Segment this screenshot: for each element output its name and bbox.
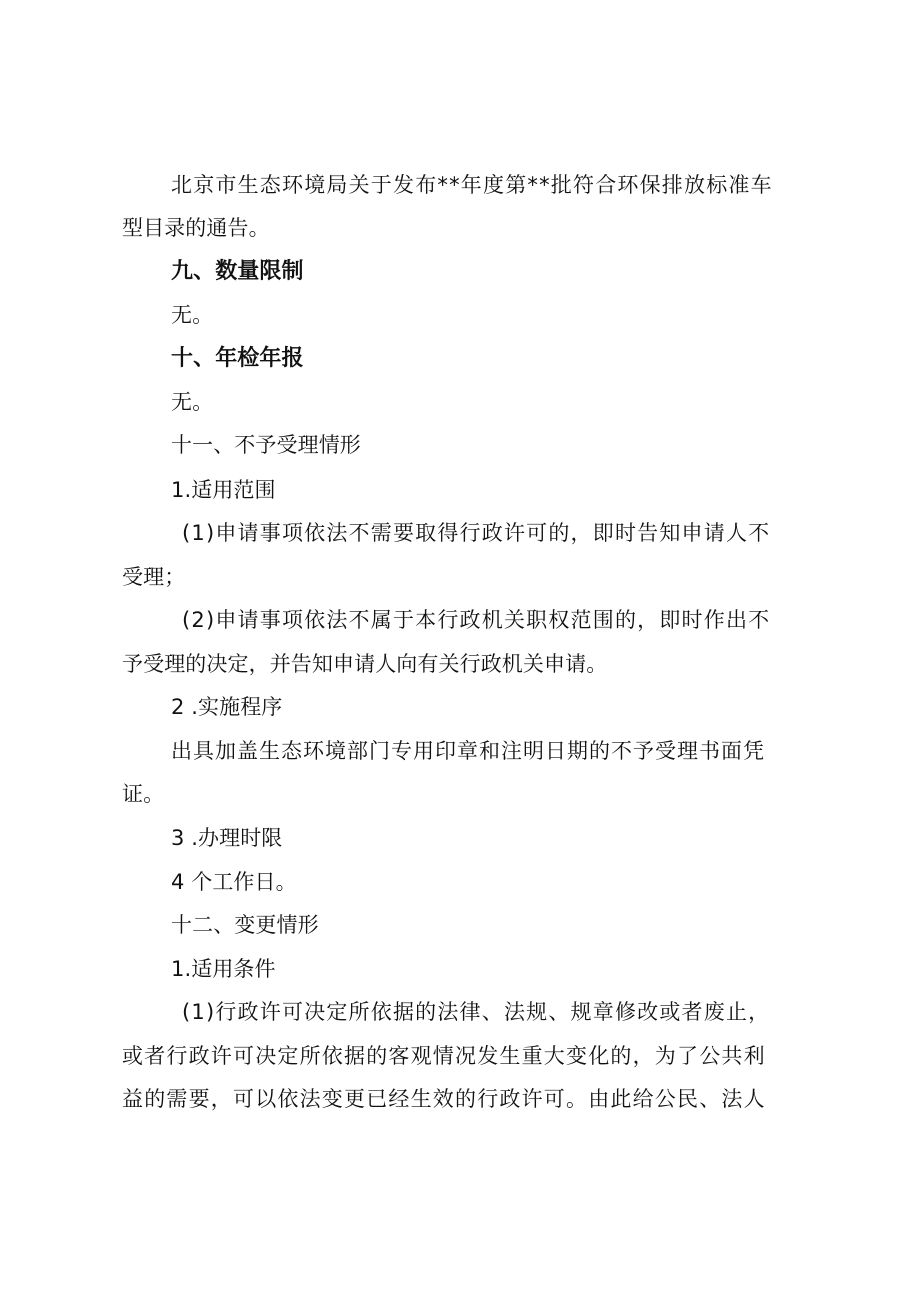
section-heading-annual-inspection: 十、年检年报 <box>171 346 304 371</box>
conditions-item-1-line-1: (1)行政许可决定所依据的法律、法规、规章修改或者废止， <box>182 1000 771 1024</box>
subheading-time-limit: 3 .办理时限 <box>171 826 283 850</box>
time-limit-content: 4 个工作日。 <box>171 870 297 894</box>
paragraph-notice-line-1: 北京市生态环境局关于发布**年度第**批符合环保排放标准车 <box>171 173 773 197</box>
conditions-item-1-line-3: 益的需要，可以依法变更已经生效的行政许可。由此给公民、法人 <box>122 1087 766 1111</box>
conditions-item-1-line-2: 或者行政许可决定所依据的客观情况发生重大变化的，为了公共利 <box>122 1044 766 1068</box>
paragraph-notice-line-2: 型目录的通告。 <box>122 216 270 240</box>
subheading-scope: 1.适用范围 <box>171 478 276 502</box>
procedure-content-line-1: 出具加盖生态环境部门专用印章和注明日期的不予受理书面凭 <box>171 739 765 763</box>
scope-item-1-line-2: 受理； <box>122 565 186 589</box>
quantity-limit-content: 无。 <box>171 303 214 327</box>
scope-item-2-line-2: 予受理的决定，并告知申请人向有关行政机关申请。 <box>122 652 608 676</box>
annual-inspection-content: 无。 <box>171 390 214 414</box>
subheading-conditions: 1.适用条件 <box>171 957 276 981</box>
subheading-procedure: 2 .实施程序 <box>171 695 283 719</box>
scope-item-1-line-1: (1)申请事项依法不需要取得行政许可的，即时告知申请人不 <box>182 521 771 545</box>
section-heading-change: 十二、变更情形 <box>171 913 319 937</box>
procedure-content-line-2: 证。 <box>122 782 165 806</box>
section-heading-quantity-limit: 九、数量限制 <box>171 259 304 284</box>
section-heading-rejection: 十一、不予受理情形 <box>171 433 361 457</box>
scope-item-2-line-1: (2)申请事项依法不属于本行政机关职权范围的，即时作出不 <box>182 608 771 632</box>
